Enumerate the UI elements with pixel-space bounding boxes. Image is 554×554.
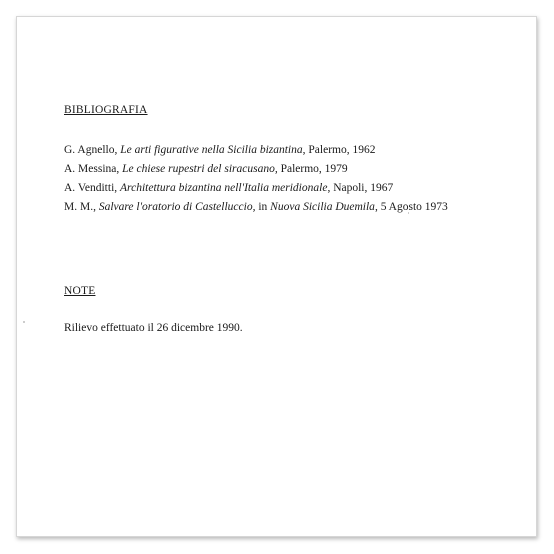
bibliography-entry: [64, 141, 448, 160]
entry-publication: , 5 Agosto 1973: [374, 201, 448, 213]
bibliography-list: [64, 141, 448, 217]
entry-connector: in: [255, 201, 271, 213]
bibliography-entry: [64, 160, 448, 179]
entry-title: Architettura bizantina nell'Italia meridionale: [120, 182, 328, 194]
notes-heading: NOTE: [64, 285, 96, 297]
notes-text: Rilievo effettuato il 26 dicembre 1990.: [64, 322, 243, 334]
entry-publication: Palermo, 1979: [277, 163, 348, 175]
entry-title: Le arti figurative nella Sicilia bizantina: [120, 144, 303, 156]
entry-publication: , Napoli, 1967: [327, 182, 394, 194]
entry-author: M. M.,: [64, 201, 99, 213]
document-body: [64, 103, 524, 334]
entry-publication: , Palermo, 1962: [302, 144, 376, 156]
entry-title: Salvare l'oratorio di Castelluccio,: [98, 201, 256, 213]
bibliography-heading: BIBLIOGRAFIA: [64, 104, 148, 116]
bibliography-entry: [64, 179, 448, 198]
document-page: [16, 16, 537, 537]
entry-author: G. Agnello,: [64, 144, 121, 156]
entry-journal: Nuova Sicilia Duemila: [270, 201, 375, 213]
scan-speck: [23, 321, 25, 323]
entry-author: A. Messina,: [64, 163, 123, 175]
entry-title: Le chiese rupestri del siracusano,: [122, 163, 278, 175]
bibliography-entry: [64, 198, 448, 217]
entry-author: A. Venditti,: [64, 182, 121, 194]
